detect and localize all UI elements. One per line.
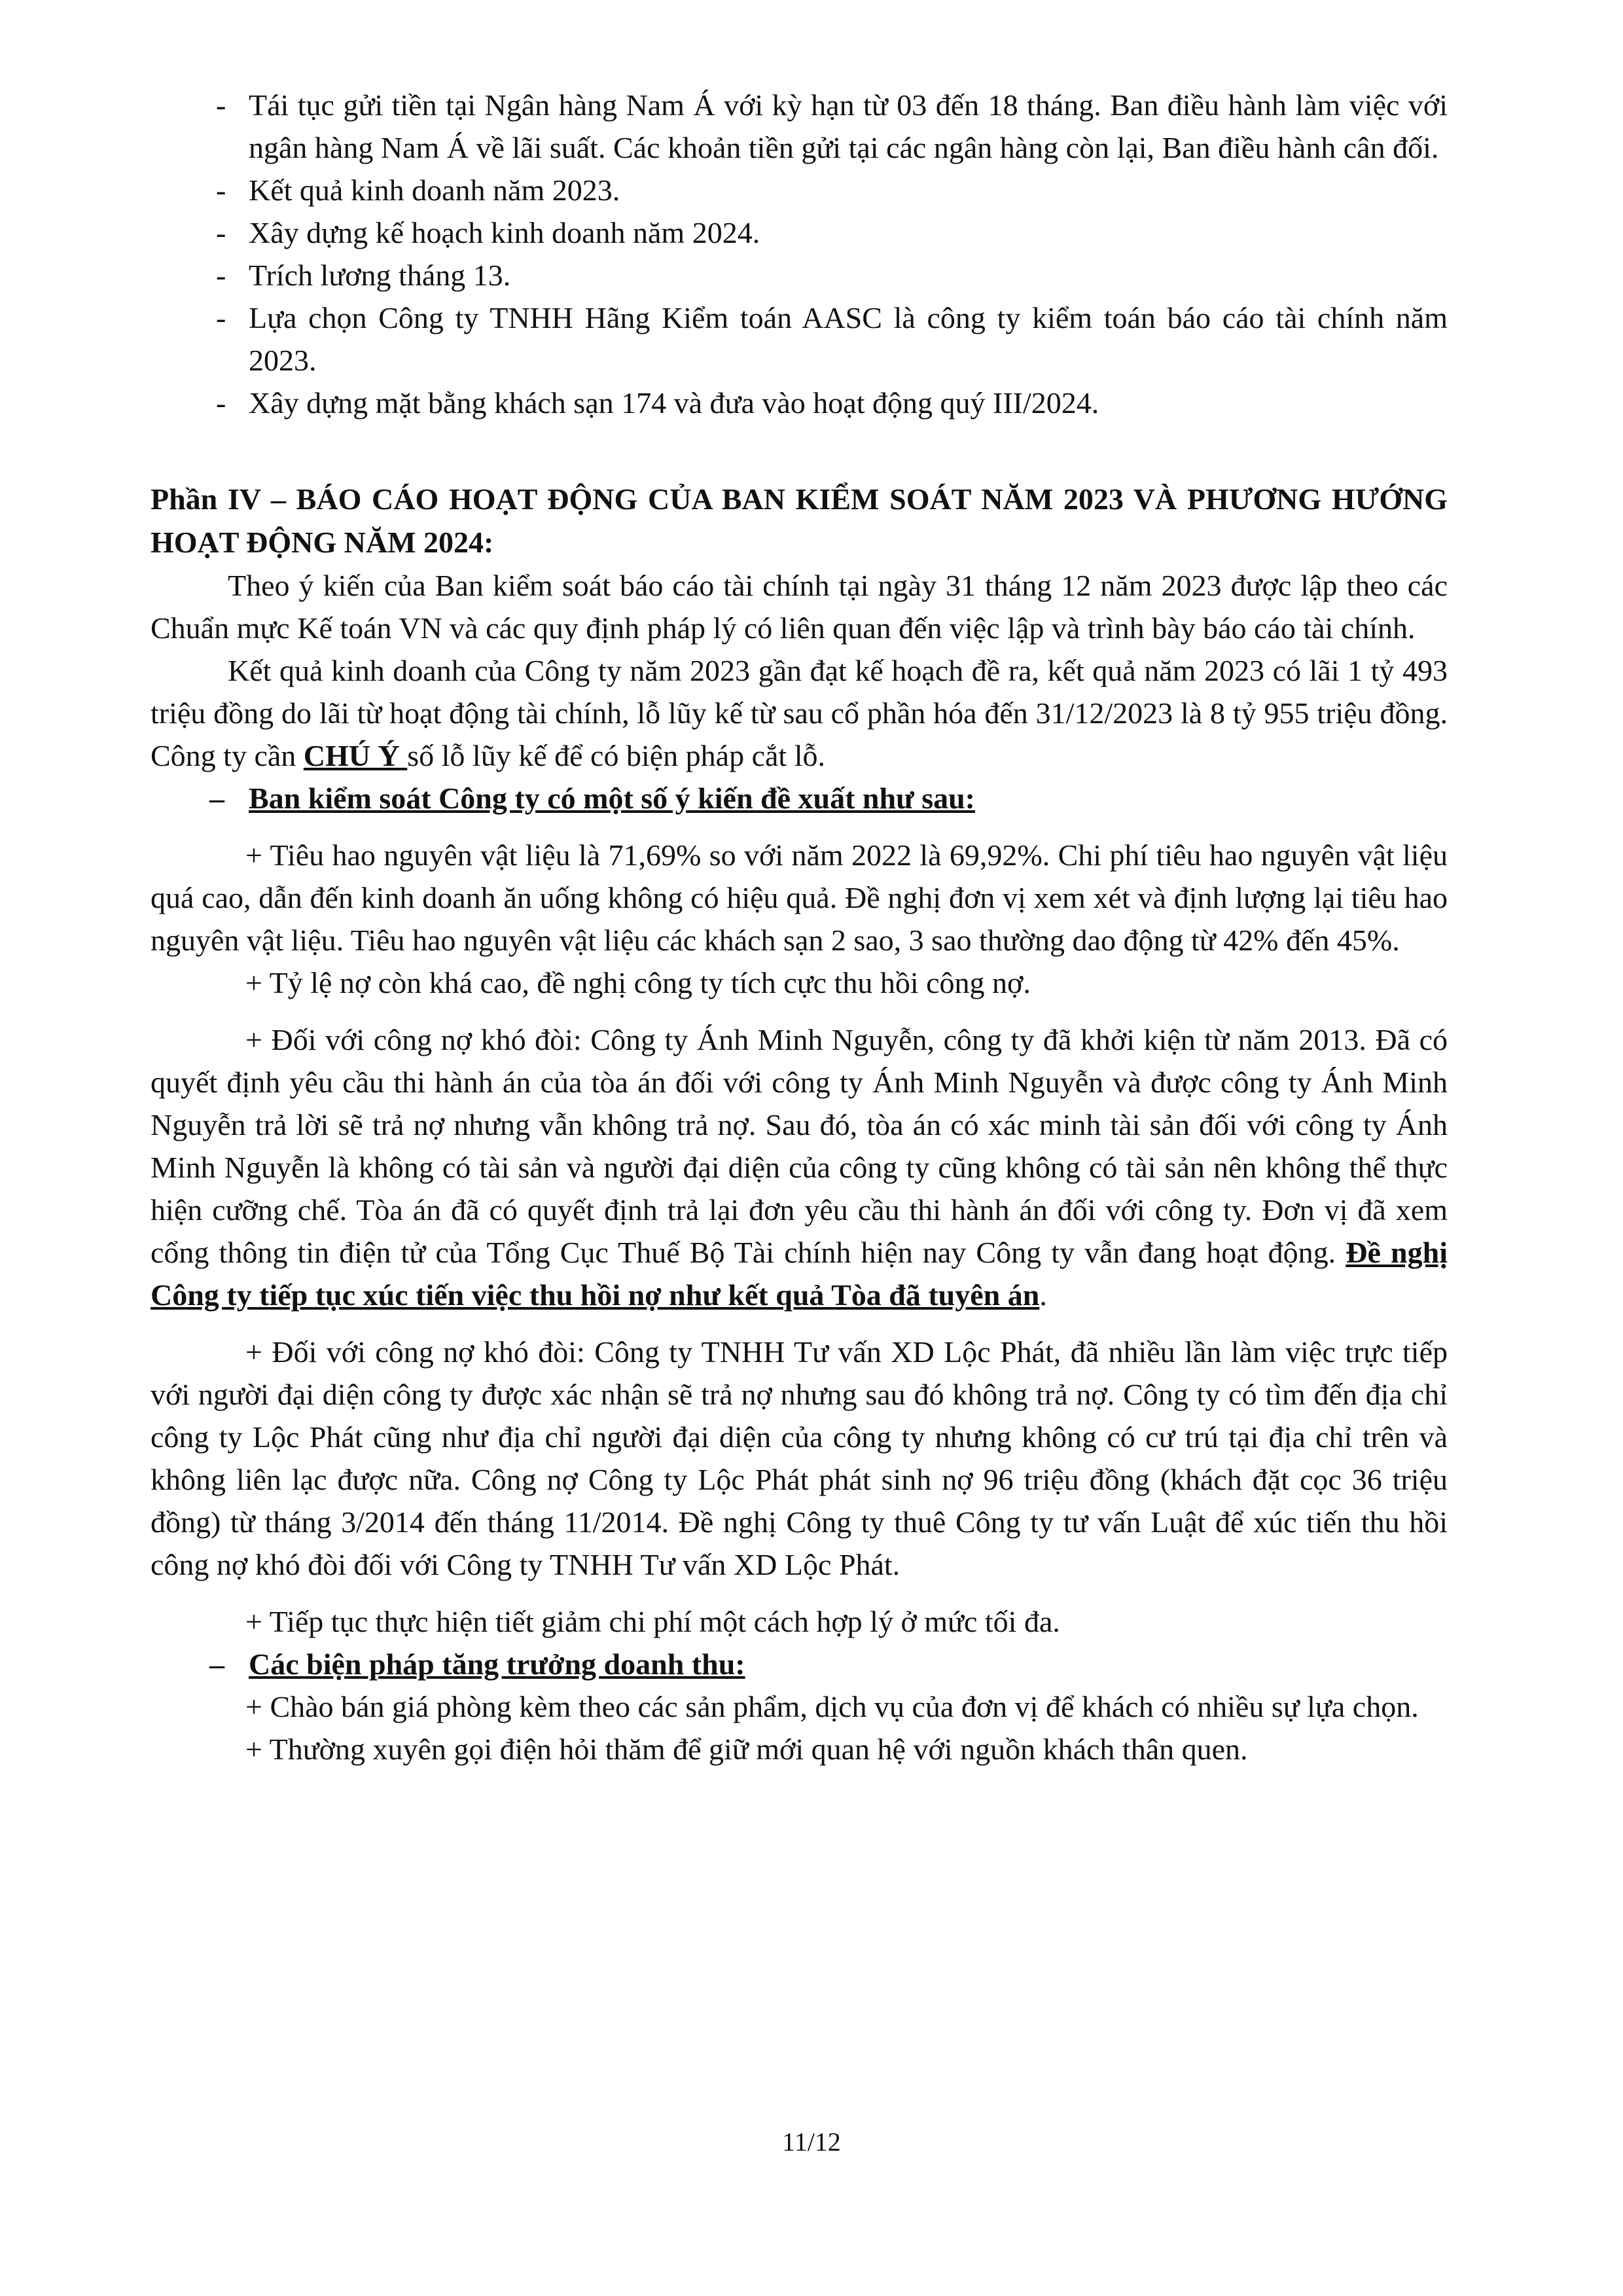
list-item-text: Xây dựng mặt bằng khách sạn 174 và đưa vào hoạt động quý III/2024.: [249, 386, 1099, 420]
dash-marker: –: [209, 1647, 224, 1681]
subheading-text: Ban kiểm soát Công ty có một số ý kiến đề xuất như sau:: [249, 781, 975, 815]
list-item: [151, 169, 1448, 211]
list-item-text: Kết quả kinh doanh năm 2023.: [249, 173, 620, 207]
list-item-text: Trích lương tháng 13.: [249, 259, 511, 292]
subheading: [151, 1643, 1448, 1685]
dash-marker: -: [216, 216, 226, 249]
paragraph-text: số lỗ lũy kế để có biện pháp cắt lỗ.: [407, 739, 825, 772]
list-item-text: Lựa chọn Công ty TNHH Hãng Kiểm toán AASC là công ty kiểm toán báo cáo tài chính năm 2023.: [249, 301, 1448, 377]
bullet-paragraph: + Chào bán giá phòng kèm theo các sản phẩm, dịch vụ của đơn vị để khách có nhiều sự lựa chọn.: [245, 1690, 1419, 1723]
paragraph: [151, 649, 1448, 777]
list-item-text: Tái tục gửi tiền tại Ngân hàng Nam Á với kỳ hạn từ 03 đến 18 tháng. Ban điều hành làm việc với ngân hàng Nam Á về lãi suất. Các khoản tiền gửi tại các ngân hàng còn lại, Ban điều hành cân đối.: [249, 88, 1448, 164]
dash-marker: -: [216, 173, 226, 207]
subheading-text: Các biện pháp tăng trưởng doanh thu:: [249, 1647, 745, 1681]
paragraph: Theo ý kiến của Ban kiểm soát báo cáo tài chính tại ngày 31 tháng 12 năm 2023 được lập theo các Chuẩn mực Kế toán VN và các quy định pháp lý có liên quan đến việc lập và trình bày báo cáo tài chính.: [151, 569, 1448, 645]
bullet-paragraph: + Đối với công nợ khó đòi: Công ty TNHH Tư vấn XD Lộc Phát, đã nhiều lần làm việc trực tiếp với người đại diện công ty được xác nhận sẽ trả nợ nhưng sau đó không trả nợ. Công ty có tìm đến địa chỉ công ty Lộc Phát cũng như địa chỉ người đại diện của công ty nhưng không có cư trú tại địa chỉ trên và không liên lạc được nữa. Công nợ Công ty Lộc Phát phát sinh nợ 96 triệu đồng (khách đặt cọc 36 triệu đồng) từ tháng 3/2014 đến tháng 11/2014. Đề nghị Công ty thuê Công ty tư vấn Luật để xúc tiến thu hồi công nợ khó đòi đối với Công ty TNHH Tư vấn XD Lộc Phát.: [151, 1335, 1448, 1581]
dash-marker: -: [216, 88, 226, 122]
section-heading: Phần IV – BÁO CÁO HOẠT ĐỘNG CỦA BAN KIỂM SOÁT NĂM 2023 VÀ PHƯƠNG HƯỚNG HOẠT ĐỘNG NĂM 2024:: [151, 482, 1448, 559]
paragraph-text: + Đối với công nợ khó đòi: Công ty Ánh Minh Nguyễn, công ty đã khởi kiện từ năm 2013. Đã có quyết định yêu cầu thi hành án của tòa án đối với công ty Ánh Minh Nguyễn và được công ty Ánh Minh Nguyễn trả lời sẽ trả nợ nhưng vẫn không trả nợ. Sau đó, tòa án có xác minh tài sản đối với công ty Ánh Minh Nguyễn là không có tài sản và người đại diện của công ty cũng không có tài sản nên không thể thực hiện cưỡng chế. Tòa án đã có quyết định trả lại đơn yêu cầu thi hành án đối với công ty. Đơn vị đã xem cổng thông tin điện tử của Tổng Cục Thuế Bộ Tài chính hiện nay Công ty vẫn đang hoạt động.: [151, 1023, 1448, 1269]
list-item-text: Xây dựng kế hoạch kinh doanh năm 2024.: [249, 216, 760, 249]
list-item: [151, 382, 1448, 424]
list-item: [151, 296, 1448, 382]
page-number: 11/12: [782, 2127, 841, 2157]
list-item: [151, 84, 1448, 169]
emphasis-text: Đề nghị Công ty tiếp tục xúc tiến việc thu hồi nợ như kết quả Tòa đã tuyên án: [151, 1236, 1448, 1312]
bullet-paragraph: + Tiếp tục thực hiện tiết giảm chi phí một cách hợp lý ở mức tối đa.: [245, 1605, 1060, 1638]
paragraph-text: Kết quả kinh doanh của Công ty năm 2023 gần đạt kế hoạch đề ra, kết quả năm 2023 có lãi 1 tỷ 493 triệu đồng do lãi từ hoạt động tài chính, lỗ lũy kế từ sau cổ phần hóa đến 31/12/2023 là 8 tỷ 955 triệu đồng. Công ty cần: [151, 654, 1448, 772]
bullet-paragraph: [151, 1018, 1448, 1316]
dash-marker: -: [216, 386, 226, 420]
bullet-paragraph: + Tỷ lệ nợ còn khá cao, đề nghị công ty tích cực thu hồi công nợ.: [245, 966, 1031, 999]
list-item: [151, 211, 1448, 254]
dash-marker: –: [209, 781, 224, 815]
emphasis-text: CHÚ Ý: [303, 739, 408, 772]
bullet-paragraph: + Tiêu hao nguyên vật liệu là 71,69% so với năm 2022 là 69,92%. Chi phí tiêu hao nguyên vật liệu quá cao, dẫn đến kinh doanh ăn uống không có hiệu quả. Đề nghị đơn vị xem xét và định lượng lại tiêu hao nguyên vật liệu. Tiêu hao nguyên vật liệu các khách sạn 2 sao, 3 sao thường dao động từ 42% đến 45%.: [151, 838, 1448, 957]
dash-marker: -: [216, 301, 226, 334]
subheading: [151, 777, 1448, 819]
dash-marker: -: [216, 259, 226, 292]
bullet-paragraph: + Thường xuyên gọi điện hỏi thăm để giữ mới quan hệ với nguồn khách thân quen.: [245, 1732, 1248, 1766]
list-item: [151, 254, 1448, 296]
paragraph-text: .: [1039, 1278, 1047, 1312]
